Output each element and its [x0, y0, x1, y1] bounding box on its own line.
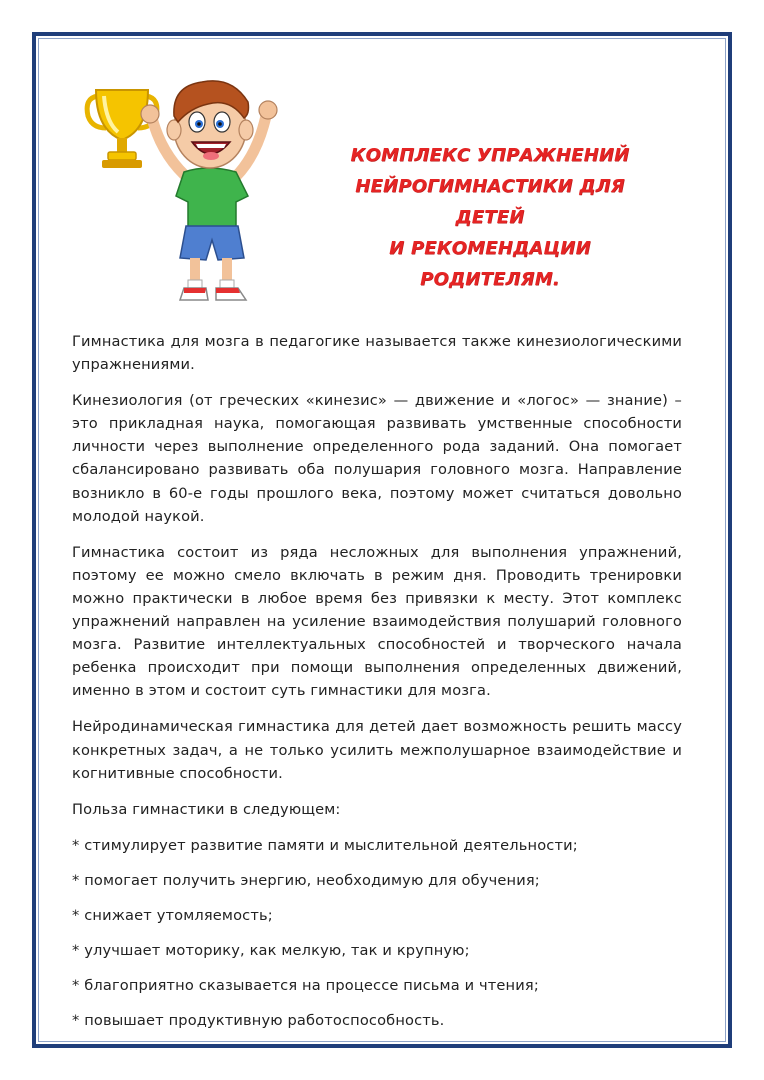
- benefit-item: * стимулирует развитие памяти и мыслительной деятельности;: [72, 836, 578, 854]
- benefit-item: * повышает продуктивную работоспособность.: [72, 1011, 445, 1029]
- benefits-heading: Польза гимнастики в следующем:: [72, 800, 341, 818]
- benefit-item: * благоприятно сказывается на процессе письма и чтения;: [72, 976, 539, 994]
- document-title: [330, 140, 650, 295]
- article-body: [72, 330, 682, 1044]
- paragraph-kinesiology: Кинезиология (от греческих «кинезис» — движение и «логос» — знание) – это прикладная наука, помогающая развивать умственные способности личности через выполнение определенного рода заданий. Она помогает сбалансировано развивать оба полушария головного мозга. Направление возникло в 60-е годы прошлого века, поэтому может считаться довольно молодой наукой.: [72, 392, 682, 525]
- paragraph-intro: Гимнастика для мозга в педагогике называется также кинезиологическими упражнениями.: [72, 333, 682, 374]
- boy-with-trophy-icon: [80, 68, 280, 313]
- title-line-3: И РЕКОМЕНДАЦИИ РОДИТЕЛЯМ.: [389, 238, 591, 290]
- benefit-item: * снижает утомляемость;: [72, 906, 273, 924]
- paragraph-gymnastics: Гимнастика состоит из ряда несложных для выполнения упражнений, поэтому ее можно смело включать в режим дня. Проводить тренировки можно практически в любое время без привязки к месту. Этот комплекс упражнений направлен на усиление взаимодействия полушарий головного мозга. Развитие интеллектуальных способностей и творческого начала ребенка происходит при помощи выполнения определенных движений, именно в этом и состоит суть гимнастики для мозга.: [72, 543, 682, 700]
- paragraph-neurodynamic: Нейродинамическая гимнастика для детей дает возможность решить массу конкретных задач, а не только усилить межполушарное взаимодействие и когнитивные способности.: [72, 718, 682, 782]
- trophy-icon: [87, 90, 157, 168]
- benefit-item: * помогает получить энергию, необходимую для обучения;: [72, 871, 540, 889]
- title-line-2: НЕЙРОГИМНАСТИКИ ДЛЯ ДЕТЕЙ: [355, 176, 625, 228]
- title-line-1: КОМПЛЕКС УПРАЖНЕНИЙ: [350, 145, 630, 166]
- benefit-item: * улучшает моторику, как мелкую, так и крупную;: [72, 941, 470, 959]
